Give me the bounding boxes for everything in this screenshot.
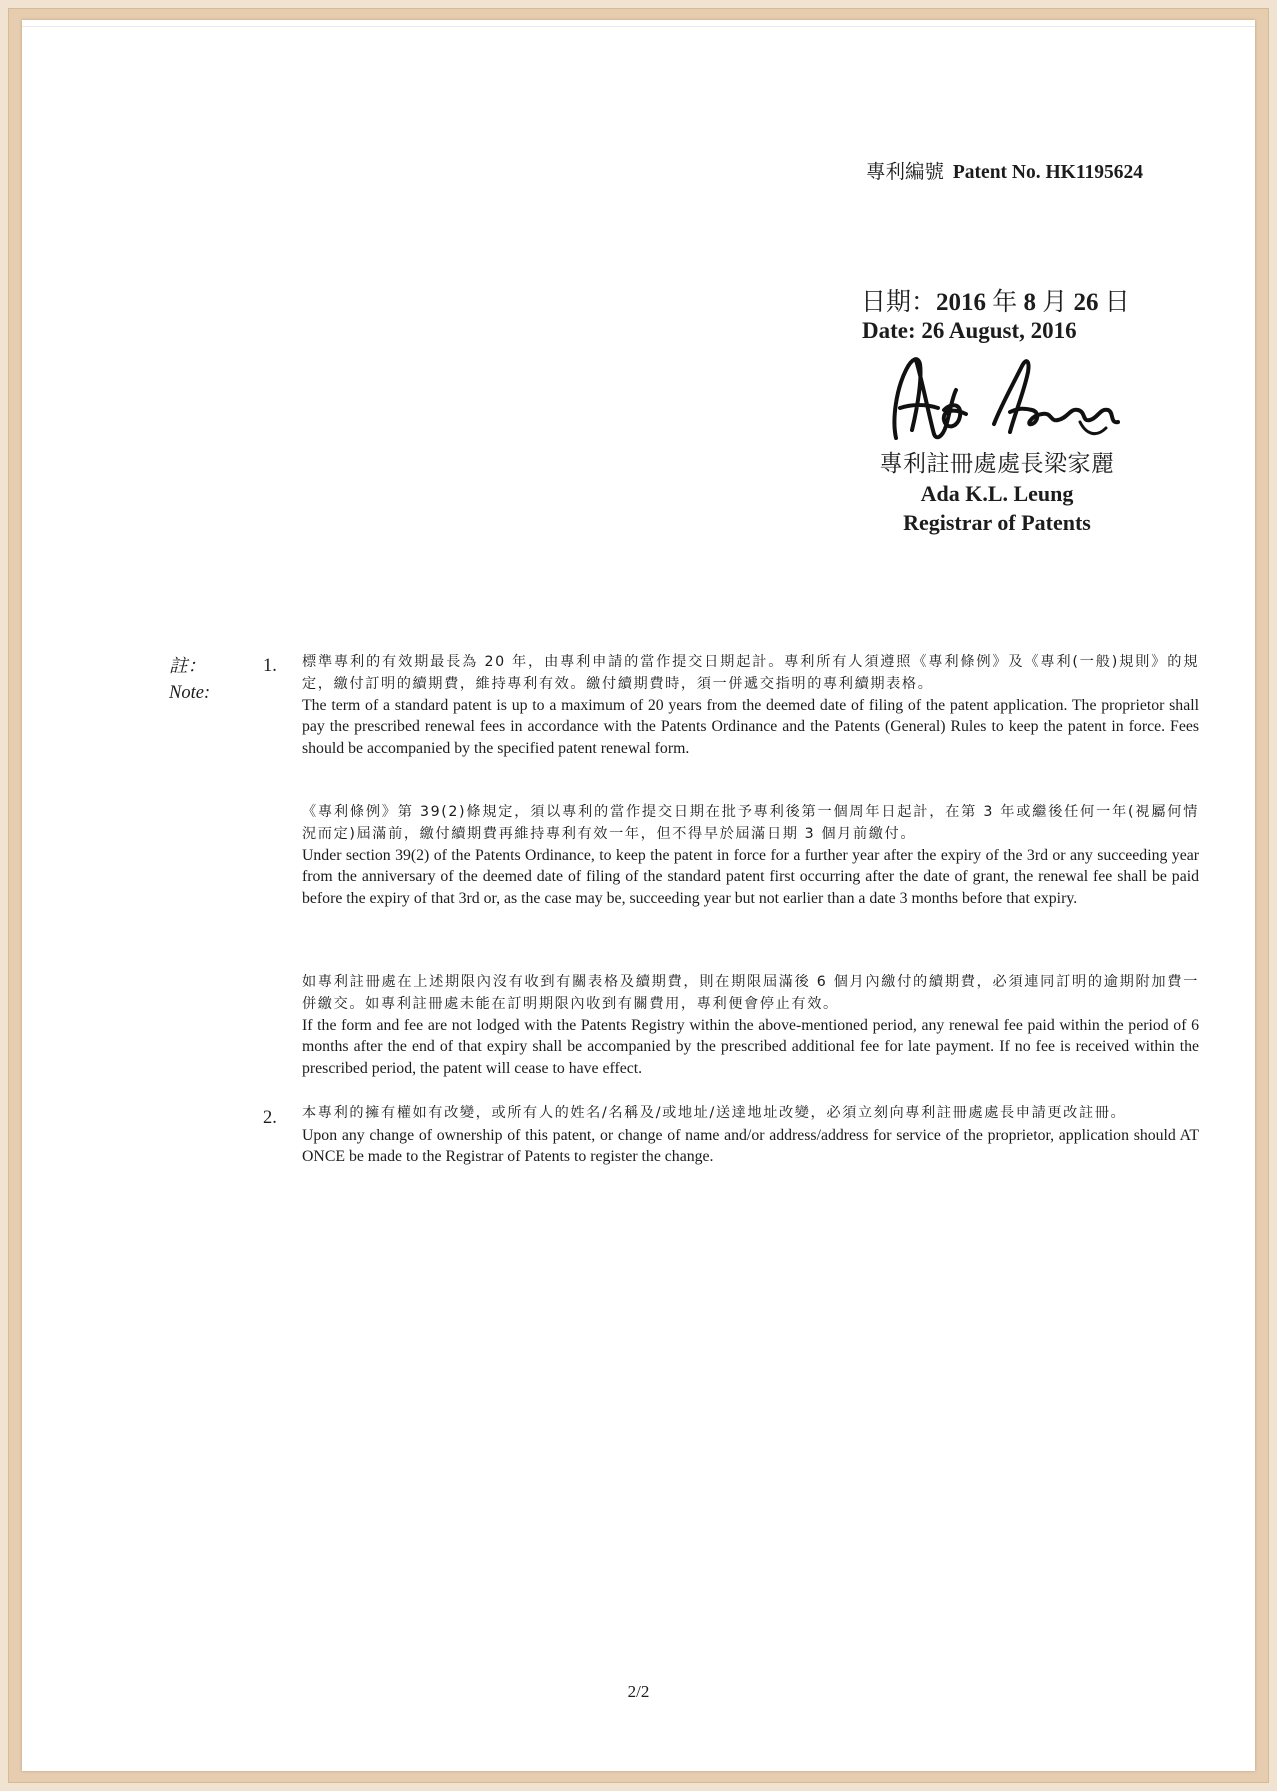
date-cn-month: 8 — [1023, 289, 1037, 316]
registrar-title-en: Registrar of Patents — [903, 510, 1091, 535]
registrar-name: Ada K.L. Leung — [920, 481, 1074, 506]
date-cn-day: 26 — [1073, 289, 1099, 316]
registrar-block — [852, 448, 1142, 537]
patent-number-label-en: Patent No. HK1195624 — [952, 162, 1144, 183]
date-cn-year: 2016 — [936, 289, 987, 316]
note-paragraph — [302, 972, 1199, 1079]
patent-number-label-cn: 專利編號 — [866, 162, 945, 183]
note-label-en: Note: — [169, 683, 211, 703]
note-paragraph-cn: 如專利註冊處在上述期限內沒有收到有關表格及續期費，則在期限屆滿後 6 個月內繳付的續期費，必須連同訂明的逾期附加費一併繳交。如專利註冊處未能在訂明期限內收到有關費用，專利便會停止有效。 — [302, 974, 1199, 1012]
page-edge-line — [22, 26, 1255, 27]
note-paragraph-en: The term of a standard patent is up to a maximum of 20 years from the deemed date of filing of the patent application. The proprietor shall pay the prescribed renewal fees in accordance with the Patents Ordinance and the Patents (General) Rules to keep the patent in force. Fees should be accompanied by the specified patent renewal form. — [302, 697, 1199, 757]
date-cn-month-char: 月 — [1042, 289, 1068, 316]
note-label — [169, 654, 210, 706]
date-cn-prefix: 日期： — [861, 289, 937, 316]
date-cn-year-char: 年 — [992, 289, 1018, 316]
patent-number — [866, 156, 1143, 184]
note-label-cn: 註： — [169, 657, 207, 677]
note-paragraph-cn: 《專利條例》第 39(2)條規定，須以專利的當作提交日期在批予專利後第一個周年日起計，在第 3 年或繼後任何一年(視屬何情況而定)屆滿前，繳付續期費再維持專利有效一年，但不得早於屆滿日期 3 個月前繳付。 — [302, 804, 1199, 842]
date-chinese — [861, 282, 1130, 318]
date-english: Date: 26 August, 2016 — [862, 318, 1077, 343]
note-paragraph-cn: 本專利的擁有權如有改變，或所有人的姓名/名稱及/或地址/送達地址改變，必須立刻向專利註冊處處長申請更改註冊。 — [302, 1105, 1127, 1121]
page-number: 2/2 — [627, 1682, 650, 1701]
note-paragraph — [302, 1103, 1199, 1167]
registrar-title-cn: 專利註冊處處長梁家麗 — [879, 451, 1115, 476]
note-paragraph-en: Upon any change of ownership of this patent, or change of name and/or address/address for service of the proprietor, application should AT ONCE be made to the Registrar of Patents to register the change. — [302, 1126, 1199, 1165]
date-cn-day-char: 日 — [1104, 289, 1130, 316]
note-item-number: 1. — [263, 656, 277, 676]
note-paragraph-en: If the form and fee are not lodged with the Patents Registry within the above-mentioned period, any renewal fee paid within the period of 6 months after the end of that expiry shall be accompanied by the prescribed additional fee for late payment. If no fee is received within the prescribed period, the patent will cease to have effect. — [302, 1017, 1199, 1077]
note-paragraph — [302, 652, 1199, 759]
note-item-number: 2. — [263, 1108, 277, 1128]
note-paragraph-cn: 標準專利的有效期最長為 20 年，由專利申請的當作提交日期起計。專利所有人須遵照《專利條例》及《專利(一般)規則》的規定，繳付訂明的續期費，維持專利有效。繳付續期費時，須一併遞交指明的專利續期表格。 — [302, 654, 1199, 692]
note-paragraph — [302, 802, 1199, 909]
document-page — [22, 20, 1255, 1771]
note-paragraph-en: Under section 39(2) of the Patents Ordinance, to keep the patent in force for a further year after the expiry of the 3rd or any succeeding year from the anniversary of the deemed date of filing of the standard patent first occurring after the date of grant, the renewal fee shall be paid before the expiry of that 3rd or, as the case may be, succeeding year but not earlier than a date 3 months before that expiry. — [302, 847, 1199, 907]
registrar-signature — [882, 350, 1132, 450]
